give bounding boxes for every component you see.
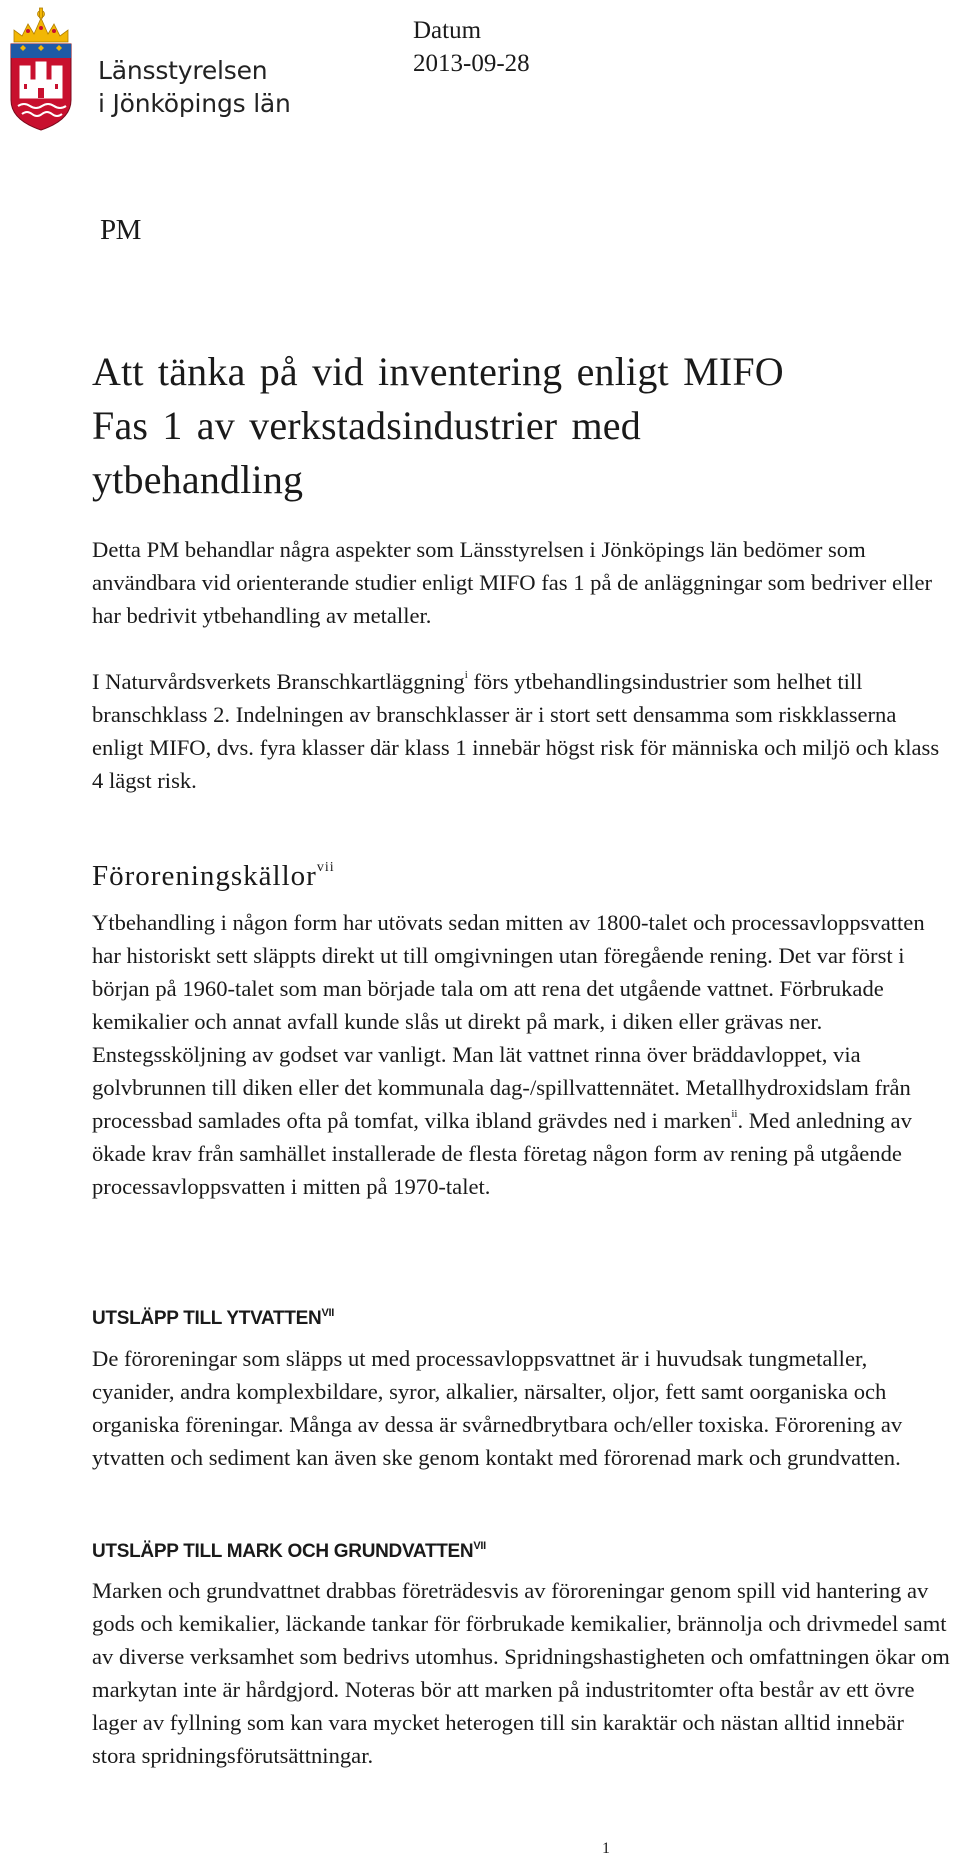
footnote-ref-i[interactable]: i [464,669,468,681]
page-number: 1 [602,1840,610,1857]
date-label: Datum [413,17,482,44]
intro-p2-text-b: förs ytbehandlingsindustrier som helhet till branschklass 2. Indelningen av branschklasser är i stort sett densamma som riskklasserna enligt MIFO, dvs. fyra klasser där klass 1 innebär högst risk för människa och miljö och klass 4 lägst risk. [92,669,940,793]
heading-surface-water-text: UTSLÄPP TILL YTVATTEN [92,1308,322,1329]
footnote-ref-ii[interactable]: ii [731,1108,738,1120]
document-type: PM [100,214,141,246]
agency-name-line1: Länsstyrelsen [98,56,268,85]
sources-text-a: Ytbehandling i någon form har utövats sedan mitten av 1800-talet och processavloppsvatten har historiskt sett släppts direkt ut till omgivningen utan föregående rening. Det var först i början på 1960-talet som man började tala om att rena det utgående vattnet. Förbrukade kemikalier och annat avfall kunde slås ut direkt på mark, i diken eller grävas ner. Enstegssköljning av godset var vanligt. Man lät vattnet rinna över bräddavloppet, via golvbrunnen till diken eller det kommunala dag-/spillvattennätet. Metallhydroxidslam från processbad samlades ofta på tomfat, vilka ibland grävdes ned i marken [92,910,925,1133]
date-value: 2013-09-28 [413,50,530,77]
coat-of-arms-icon [6,4,76,137]
title-line-1: Att tänka på vid inventering enligt MIFO [92,349,784,394]
footnote-ref-VII-ground[interactable]: VII [473,1540,486,1552]
agency-name [98,54,291,120]
sources-text-b: . Med anledning av ökade krav från samhället installerade de flesta företag någon form av rening på utgående processavloppsvatten i mitten på 1970-talet. [92,1108,912,1199]
date-block [413,14,530,80]
agency-logo [6,4,296,139]
intro-paragraph-1: Detta PM behandlar några aspekter som Länsstyrelsen i Jönköpings län bedömer som användbara vid orienterande studier enligt MIFO fas 1 på de anläggningar som bedriver eller har bedrivit ytbehandling av metaller. [92,537,933,628]
heading-ground-water-text: UTSLÄPP TILL MARK OCH GRUNDVATTEN [92,1541,474,1562]
agency-name-line2: i Jönköpings län [98,89,291,118]
heading-ground-water [92,1540,486,1563]
ground-water-paragraph: Marken och grundvattnet drabbas företrädesvis av föroreningar genom spill vid hantering av gods och kemikalier, läckande tankar för förbrukade kemikalier, brännolja och drivmedel samt av diverse verksamhet som bedrivs utomhus. Spridningshastigheten och omfattningen ökar om markytan inte är hårdgjord. Noteras bör att marken på industritomter ofta består av ett övre lager av fyllning som kan vara mycket heterogen till sin karaktär och nästan alltid innebär stora spridningsförutsättningar. [92,1578,950,1768]
title-line-2: Fas 1 av verkstadsindustrier med [92,403,641,448]
intro-p2-text-a: I Naturvårdsverkets Branschkartläggning [92,669,465,694]
sources-paragraph [92,906,952,1203]
document-title [92,345,952,507]
footnote-ref-VII-water[interactable]: VII [321,1307,335,1319]
footnote-ref-vii[interactable]: vii [316,860,335,875]
surface-water-paragraph: De föroreningar som släpps ut med processavloppsvattnet är i huvudsak tungmetaller, cyanider, andra komplexbildare, syror, alkalier, närsalter, oljor, fett samt oorganiska och organiska föreningar. Många av dessa är svårnedbrytbara och/eller toxiska. Förorening av ytvatten och sediment kan även ske genom kontakt med förorenad mark och grundvatten. [92,1346,903,1470]
intro-paragraph-2 [92,665,952,797]
heading-pollution-sources-text: Föroreningskällor [92,860,317,892]
heading-surface-water [92,1307,334,1330]
heading-pollution-sources [92,860,335,893]
title-line-3: ytbehandling [92,457,304,502]
